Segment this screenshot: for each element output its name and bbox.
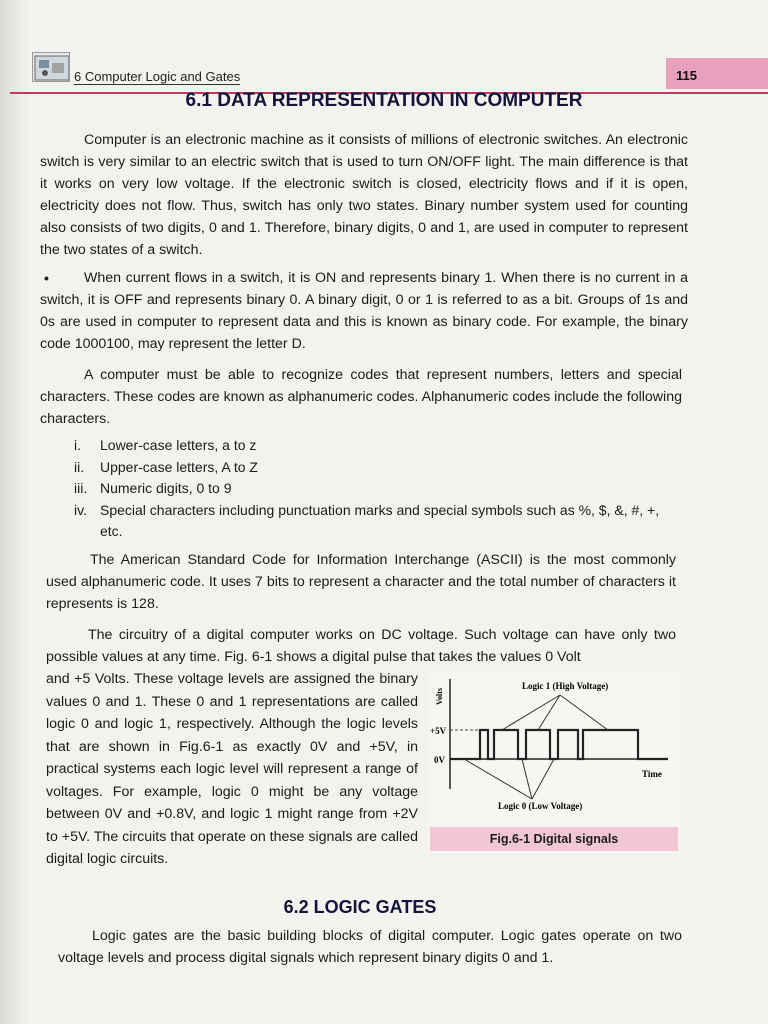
- character-list: [74, 435, 684, 543]
- list-marker: i.: [74, 437, 81, 453]
- list-item: [74, 500, 684, 543]
- list-item-text: Lower-case letters, a to z: [100, 437, 257, 453]
- list-marker: iv.: [74, 501, 87, 518]
- logic1-pointer: [560, 695, 608, 730]
- list-item-text: Upper-case letters, A to Z: [100, 458, 258, 475]
- paragraph-beside-figure: and +5 Volts. These voltage levels are assigned the binary values 0 and 1. These 0 and 1 representations are called logic 0 and logic 1, respectively. Although the logic levels that are shown in Fig.6-1 as exactly 0V and +5V, in practical systems each logic level will represent a range of voltages. For example, logic 0 might be any voltage between 0V and +0.8V, and logic 1 might range from +2V to +5V. The circuits that operate on these signals are called digital logic circuits.: [46, 671, 418, 867]
- list-item-text: Numeric digits, 0 to 9: [100, 480, 232, 496]
- pulse-waveform: [450, 730, 668, 759]
- chapter-logo-icon: [32, 52, 70, 82]
- page-binding-shadow: [0, 0, 30, 1024]
- list-item: [74, 435, 684, 457]
- low-tick-label: 0V: [434, 755, 445, 765]
- section-title: 6.1 DATA REPRESENTATION IN COMPUTER: [185, 90, 583, 111]
- paragraph: The circuitry of a digital computer works on DC voltage. Such voltage can have only two possible values at any time. Fig. 6-1 shows a digital pulse that takes the values 0 Volt: [46, 627, 676, 665]
- logic1-pointer: [502, 695, 560, 730]
- logic0-label: Logic 0 (Low Voltage): [498, 801, 583, 811]
- page-number: 115: [666, 58, 768, 89]
- paragraph: Computer is an electronic machine as it consists of millions of electronic switches. An electronic switch is very similar to an electric switch that is used to turn ON/OFF light. The main difference is that it works on very low voltage. If the electronic switch is closed, electricity flows and if it is open, electricity does not flow. Thus, switch has only two states. Binary number system used for counting also consists of two digits, 0 and 1. Therefore, binary digits, 0 and 1, are used in computer to represent the two states of a switch.: [40, 132, 688, 258]
- logic0-pointer: [522, 759, 532, 799]
- list-marker: iii.: [74, 480, 88, 496]
- digital-signal-diagram: [428, 671, 680, 827]
- paragraph: When current flows in a switch, it is ON and represents binary 1. When there is no current in a switch, it is OFF and represents binary 0. A binary digit, 0 or 1 is referred to as a bit. Groups of 1s and 0s are used in computer to represent data and this is known as binary code. For example, the binary code 1000100, may represent the letter D.: [40, 270, 688, 352]
- paragraph: Logic gates are the basic building blocks of digital computer. Logic gates operate on two voltage levels and process digital signals which represent binary digits 0 and 1.: [58, 928, 682, 966]
- bullet-icon: •: [44, 270, 49, 286]
- logic1-label: Logic 1 (High Voltage): [522, 681, 609, 691]
- x-axis-label: Time: [642, 769, 662, 779]
- paragraph: The American Standard Code for Information Interchange (ASCII) is the most commonly used alphanumeric code. It uses 7 bits to represent a character and the total number of characters it represents is 128.: [46, 552, 676, 612]
- list-item: [74, 478, 684, 500]
- logic0-pointer: [532, 759, 554, 799]
- paragraph: A computer must be able to recognize codes that represent numbers, letters and special characters. These codes are known as alphanumeric codes. Alphanumeric codes include the following characters.: [40, 367, 682, 427]
- section-title: 6.2 LOGIC GATES: [283, 897, 437, 917]
- high-tick-label: +5V: [430, 726, 447, 736]
- logic1-pointer: [538, 695, 560, 730]
- y-axis-label: Volts: [435, 687, 444, 705]
- list-marker: ii.: [74, 458, 85, 475]
- list-item: [74, 457, 684, 479]
- logic0-pointer: [464, 759, 532, 799]
- chapter-label: 6 Computer Logic and Gates: [74, 69, 241, 84]
- figure-caption: Fig.6-1 Digital signals: [430, 827, 678, 851]
- list-item-text: Special characters including punctuation marks and special symbols such as %, $, &, #, +, etc.: [100, 501, 660, 539]
